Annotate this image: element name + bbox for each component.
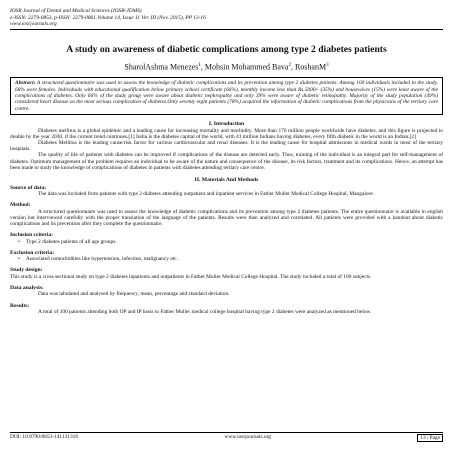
footer-rule bbox=[10, 432, 443, 433]
footer-page-number: 13 | Page bbox=[417, 434, 443, 442]
page-footer bbox=[10, 432, 443, 442]
paper-page bbox=[10, 0, 443, 441]
intro-paragraph-3: The quality of life of patients with diabetes can be improved if complications of the disease are detected early. Thus, training of the individual is an integral part for self-management of diabetes. Optimum management of the problem requires an individual to be aware of the nature and consequence of the disease, its risk factors, treatment and its complications. Hence, an attempt has been made to study the knowledge of complications of diabetes in patients with diabetes attending tertiary care centre. bbox=[10, 152, 443, 171]
inclusion-heading: Inclusion criteria: bbox=[10, 232, 54, 239]
method-heading: Method: bbox=[10, 202, 31, 209]
source-heading: Source of data: bbox=[10, 184, 47, 191]
inclusion-item-text: Type 2 diabetes patients of all age groups. bbox=[26, 238, 117, 245]
abstract-label: Abstract: bbox=[15, 80, 36, 87]
design-heading: Study design: bbox=[10, 267, 43, 274]
intro-heading: I. Introduction bbox=[208, 120, 245, 127]
author-3-affil: 3 bbox=[326, 62, 329, 68]
author-2: Mohsin Mohammed Bava bbox=[204, 62, 289, 72]
inclusion-item bbox=[10, 239, 443, 245]
results-heading: Results: bbox=[10, 302, 30, 309]
author-2-affil: 2 bbox=[288, 62, 291, 68]
author-3: RoshanM bbox=[294, 62, 327, 72]
paper-title: A study on awareness of diabetic complications among type 2 diabetes patients bbox=[66, 43, 387, 55]
bullet-icon: • bbox=[18, 238, 20, 245]
footer-website[interactable]: www.iosrjournals.org bbox=[224, 434, 271, 440]
abstract-box bbox=[10, 77, 443, 114]
journal-name: IOSR Journal of Dental and Medical Sciences (IOSR-JDMS) bbox=[10, 8, 142, 14]
results-text: A total of 100 patients attending both OP and IP basis to Father Muller medical college hospital having type 2 diabetes were analyzed as mentioned below. bbox=[38, 309, 372, 315]
methods-heading: II. Materials And Methods bbox=[194, 176, 259, 183]
exclusion-heading: Exclusion criteria: bbox=[10, 249, 55, 256]
analysis-text: Data was tabulated and analysed by frequency, mean, percentage and standard deviation. bbox=[38, 291, 230, 298]
footer-doi: DOI: 10.9790/0853-141131316 bbox=[10, 434, 79, 440]
analysis-heading: Data analysis: bbox=[10, 284, 44, 291]
abstract-text: A structured questionnaire was used to assess the knowledge of diabetic complications and its prevention among type 2 diabetes patients. Among 100 individuals included in the study, 68% were females. Individuals with educational qualification below primary school certificate (66%), monthly income less than Rs.5000/- (35%) and housewives (15%) were least aware of the complications of diabetes. Only 66% of the study group were aware about diabetic nephropathy and only 39% were aware of diabetic retinopathy. Majority of the study population (49%) considered heart disease as the most serious complication of diabetes.Only seventy eight patients (78%) acquired the information of diabetic complications from the physicians of the tertiary care centre. bbox=[15, 80, 438, 112]
author-1-affil: 1 bbox=[198, 62, 201, 68]
method-text: A structured questionnaire was used to assess the knowledge of diabetic complications and its prevention among type 2 diabetes patients. The entire questionnaire is available in english version but interviewed carefully with the proper translation of the language of the patients. Results were then analyzed and correlated. All patients were provided with a handout about diabetic complications and its prevention after they complete the questionnaire. bbox=[10, 208, 443, 227]
exclusion-item-text: Associated comorbidities like hypertension, infection, malignancy etc. bbox=[26, 256, 178, 263]
intro-paragraph-2: Diabetes Mellitus is the leading cause/risk factor for various cardiovascular and renal diseases. It is the leading cause for hospital admissions in medical wards in most of the tertiary hospitals. bbox=[10, 139, 443, 153]
author-1: SharolAshma Menezes bbox=[124, 62, 199, 72]
bullet-icon: • bbox=[18, 256, 20, 263]
source-text: The data was included from patients with type 2 diabetes attending outpatient and inpatient services in Father Muller Medical College Hospital, Mangalore. bbox=[38, 190, 375, 197]
intro-paragraph-1: Diabetes mellitus is a global epidemic and a leading cause for increasing mortality and morbidity. More than 170 million people worldwide have diabetes, and this figure is projected to double by the year 2030, if the current trend continues.[1] India is the diabetes capital of the world, with 41 million Indians having diabetes, every fifth diabetic in the world is an Indian.[2] bbox=[10, 127, 443, 140]
author-list: SharolAshma Menezes$^1$, Mohsin Mohammed Bava$^2$, RoshanM$^3$ bbox=[124, 62, 329, 72]
exclusion-item bbox=[10, 256, 443, 262]
journal-website[interactable]: www.iosrjournals.org bbox=[10, 21, 57, 28]
issn-line: e-ISSN: 2279-0853, p-ISSN: 2279-0861.Volume 14, Issue 11 Ver. III (Nov. 2015), PP 13-16 bbox=[10, 14, 206, 21]
design-text: This study is a cross sectional study on type 2 diabetes inpatients and outpatients in Father Muller Medical College Hospital. The study included a total of 100 subjects. bbox=[10, 273, 372, 280]
header-rule bbox=[10, 29, 443, 30]
